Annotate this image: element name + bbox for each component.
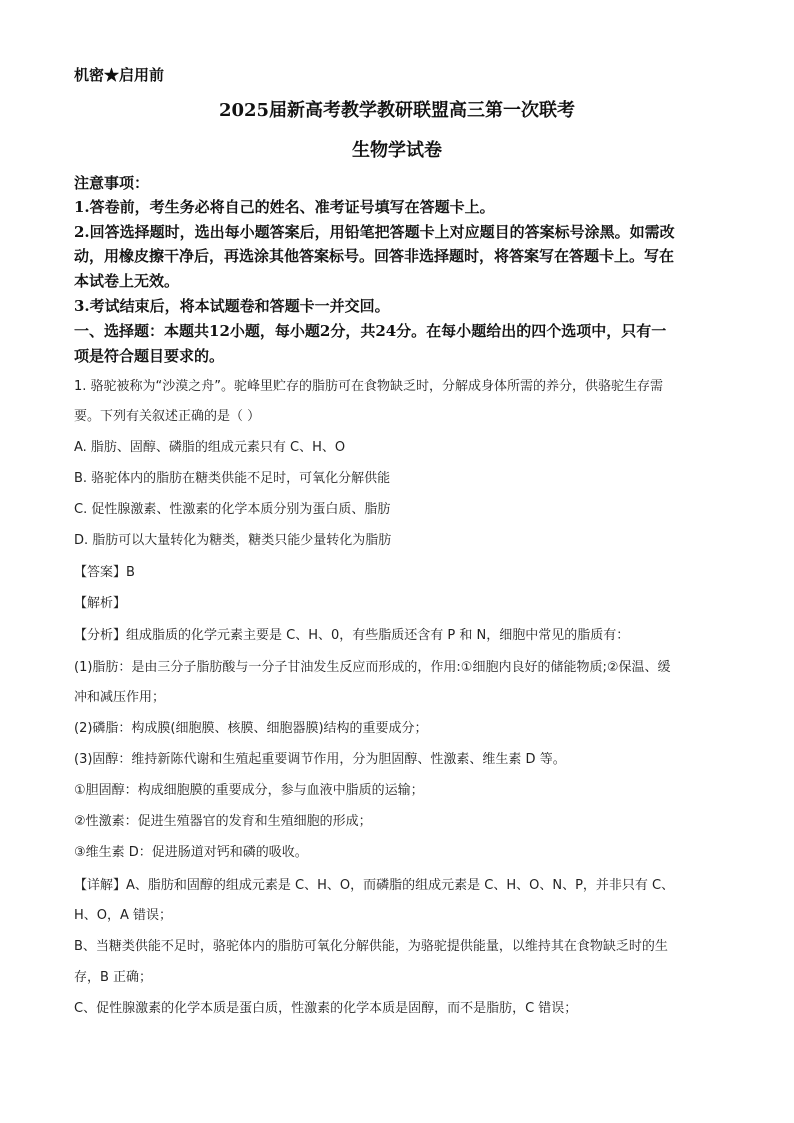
lipid-phospholipid: (2)磷脂：构成膜(细胞膜、核膜、细胞器膜)结构的重要成分； bbox=[74, 721, 428, 736]
detail-label: 【详解】 bbox=[74, 878, 127, 893]
notice-item-2-line-3: 本试卷上无效。 bbox=[74, 272, 180, 290]
detail-c: C、促性腺激素的化学本质是蛋白质，性激素的化学本质是固醇，而不是脂肪，C 错误； bbox=[74, 1001, 578, 1016]
question-1-stem-line-2: 要。下列有关叙述正确的是（ ） bbox=[74, 409, 261, 424]
question-1-option-b: B. 骆驼体内的脂肪在糖类供能不足时，可氧化分解供能 bbox=[74, 471, 391, 486]
detail-b-line-1: B、当糖类供能不足时，骆驼体内的脂肪可氧化分解供能，为骆驼提供能量，以维持其在食物缺乏时的生 bbox=[74, 939, 668, 954]
answer-row bbox=[74, 561, 135, 580]
subject-title: 生物学试卷 bbox=[352, 140, 442, 161]
notice-item-3: 3.考试结束后，将本试题卷和答题卡一并交回。 bbox=[74, 297, 390, 315]
answer-value: B bbox=[126, 565, 135, 580]
detail-a-text: A、脂肪和固醇的组成元素是 C、H、O，而磷脂的组成元素是 C、H、O、N、P，并非只有 C、 bbox=[126, 878, 675, 893]
section-heading-line-2: 项是符合题目要求的。 bbox=[74, 347, 225, 365]
lipid-fat-line-1: (1)脂肪：是由三分子脂肪酸与一分子甘油发生反应而形成的，作用:①细胞内良好的储能物质;②保温、缓 bbox=[74, 660, 671, 675]
question-1-option-d: D. 脂肪可以大量转化为糖类，糖类只能少量转化为脂肪 bbox=[74, 533, 392, 548]
notice-item-1: 1.答卷前，考生务必将自己的姓名、准考证号填写在答题卡上。 bbox=[74, 198, 495, 216]
notice-item-2-line-1: 2.回答选择题时，选出每小题答案后，用铅笔把答题卡上对应题目的答案标号涂黑。如需改 bbox=[74, 223, 675, 241]
notice-heading: 注意事项： bbox=[74, 174, 150, 192]
sterol-vitamin-d: ③维生素 D：促进肠道对钙和磷的吸收。 bbox=[74, 845, 308, 860]
lipid-sterol: (3)固醇：维持新陈代谢和生殖起重要调节作用，分为胆固醇、性激素、维生素 D 等。 bbox=[74, 752, 566, 767]
question-1-option-c: C. 促性腺激素、性激素的化学本质分别为蛋白质、脂肪 bbox=[74, 502, 391, 517]
section-heading-line-1: 一、选择题：本题共12小题，每小题2分，共24分。在每小题给出的四个选项中，只有一 bbox=[74, 322, 667, 340]
question-1-option-a: A. 脂肪、固醇、磷脂的组成元素只有 C、H、O bbox=[74, 440, 346, 455]
detail-b-line-2: 存，B 正确； bbox=[74, 970, 153, 985]
answer-label: 【答案】 bbox=[74, 565, 127, 580]
confidential-label: 机密★启用前 bbox=[74, 66, 165, 84]
fenxi-text: 组成脂质的化学元素主要是 C、H、0，有些脂质还含有 P 和 N，细胞中常见的脂质有： bbox=[126, 628, 630, 643]
question-1-stem-line-1: 1. 骆驼被称为“沙漠之舟”。驼峰里贮存的脂肪可在食物缺乏时，分解成身体所需的养分，供骆驼生存需 bbox=[74, 379, 664, 394]
sterol-cholesterol: ①胆固醇：构成细胞膜的重要成分，参与血液中脂质的运输； bbox=[74, 783, 424, 798]
detail-a-line-2: H、O，A 错误； bbox=[74, 908, 173, 923]
exam-title: 2025届新高考教学教研联盟高三第一次联考 bbox=[218, 100, 576, 121]
fenxi-label: 【分析】 bbox=[74, 628, 127, 643]
fenxi-row bbox=[74, 624, 629, 643]
notice-item-2-line-2: 动，用橡皮擦干净后，再选涂其他答案标号。回答非选择题时，将答案写在答题卡上。写在 bbox=[74, 247, 675, 265]
detail-a-line-1 bbox=[74, 874, 674, 893]
sterol-sex-hormone: ②性激素：促进生殖器官的发育和生殖细胞的形成； bbox=[74, 814, 372, 829]
lipid-fat-line-2: 冲和减压作用； bbox=[74, 690, 166, 705]
analysis-label: 【解析】 bbox=[74, 596, 127, 611]
